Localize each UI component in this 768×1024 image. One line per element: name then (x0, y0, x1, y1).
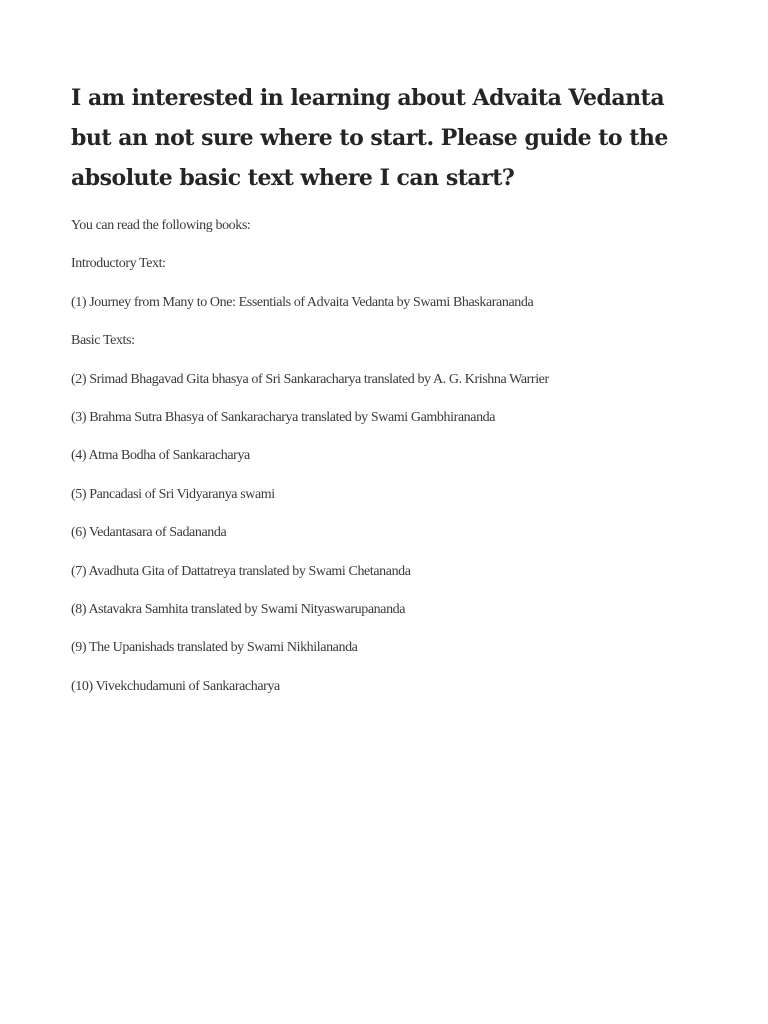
section-heading-basic: Basic Texts: (71, 333, 135, 349)
book-item-2: (2) Srimad Bhagavad Gita bhasya of Sri Sankaracharya translated by A. G. Krishna Warrier (71, 371, 549, 387)
book-item-3: (3) Brahma Sutra Bhasya of Sankaracharya translated by Swami Gambhirananda (71, 409, 496, 425)
book-item-6: (6) Vedantasara of Sadananda (71, 525, 227, 541)
book-item-9: (9) The Upanishads translated by Swami Nikhilananda (71, 640, 358, 656)
book-item-1: (1) Journey from Many to One: Essentials of Advaita Vedanta by Swami Bhaskarananda (71, 294, 534, 310)
question-title: I am interested in learning about Advaita Vedanta but an not sure where to start. Please guide to the absolute basic text where I can start? (71, 85, 668, 191)
book-item-7: (7) Avadhuta Gita of Dattatreya translated by Swami Chetananda (71, 563, 411, 579)
section-heading-introductory: Introductory Text: (71, 256, 166, 272)
book-item-5: (5) Pancadasi of Sri Vidyaranya swami (71, 486, 275, 502)
book-item-4: (4) Atma Bodha of Sankaracharya (71, 448, 250, 464)
book-item-8: (8) Astavakra Samhita translated by Swami Nityaswarupananda (71, 601, 406, 617)
document-page (71, 78, 711, 716)
book-item-10: (10) Vivekchudamuni of Sankaracharya (71, 678, 280, 694)
intro-text: You can read the following books: (71, 218, 251, 233)
answer-body (71, 217, 711, 696)
